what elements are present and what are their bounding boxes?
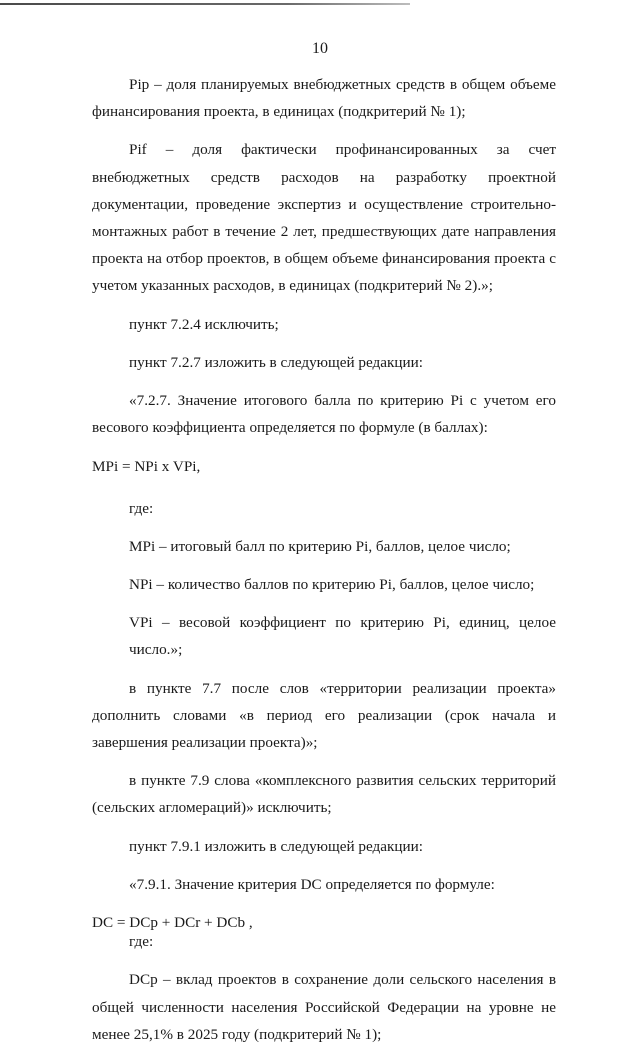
paragraph-7-2-7-text: «7.2.7. Значение итогового балла по критерию Pi с учетом его весового коэффициента определяется по формуле (в баллах): <box>92 392 556 437</box>
paragraph-7-2-7-heading: пункт 7.2.7 изложить в следующей редакции: <box>129 353 423 371</box>
paragraph-7-9-amendment: в пункте 7.9 слова «комплексного развития сельских территорий (сельских агломераций)» исключить; <box>92 772 556 817</box>
paragraph-dcp-definition: DCp – вклад проектов в сохранение доли сельского населения в общей численности населения Российской Федерации на уровне не менее 25,1% в 2025 году (подкритерий № 1); <box>92 971 556 1043</box>
paragraph-where-2: где: <box>129 933 154 951</box>
document-body <box>92 71 556 1059</box>
paragraph-where-1: где: <box>129 499 154 517</box>
paragraph-7-7-amendment: в пункте 7.7 после слов «территории реализации проекта» дополнить словами «в период его реализации (срок начала и завершения реализации проекта)»; <box>92 679 556 752</box>
formula-mpi: MPi = NPi x VPi, <box>92 458 201 476</box>
paragraph-vpi-definition: VPi – весовой коэффициент по критерию Pi, единиц, целое число.»; <box>129 614 556 659</box>
paragraph-mpi-definition: MPi – итоговый балл по критерию Pi, баллов, целое число; <box>129 537 511 555</box>
paragraph-7-2-4-exclude: пункт 7.2.4 исключить; <box>129 315 279 333</box>
paragraph-pip-definition: Pip – доля планируемых внебюджетных средств в общем объеме финансирования проекта, в единицах (подкритерий № 1); <box>92 76 556 121</box>
paragraph-7-9-1-text: «7.9.1. Значение критерия DC определяется по формуле: <box>129 875 495 893</box>
scan-top-edge-line <box>0 3 410 5</box>
formula-dc: DC = DCp + DCr + DCb , <box>92 914 253 932</box>
page-number: 10 <box>312 40 328 57</box>
paragraph-npi-definition: NPi – количество баллов по критерию Pi, баллов, целое число; <box>129 576 535 594</box>
paragraph-7-9-1-heading: пункт 7.9.1 изложить в следующей редакции: <box>129 837 423 855</box>
paragraph-pif-definition: Pif – доля фактически профинансированных за счет внебюджетных средств расходов на разработку проектной документации, проведение экспертиз и осуществление строительно-монтажных работ в течение 2 лет, предшествующих дате направления проекта на отбор проектов, в общем объеме финансирования проекта с учетом указанных расходов, в единицах (подкритерий № 2).»; <box>92 141 556 295</box>
